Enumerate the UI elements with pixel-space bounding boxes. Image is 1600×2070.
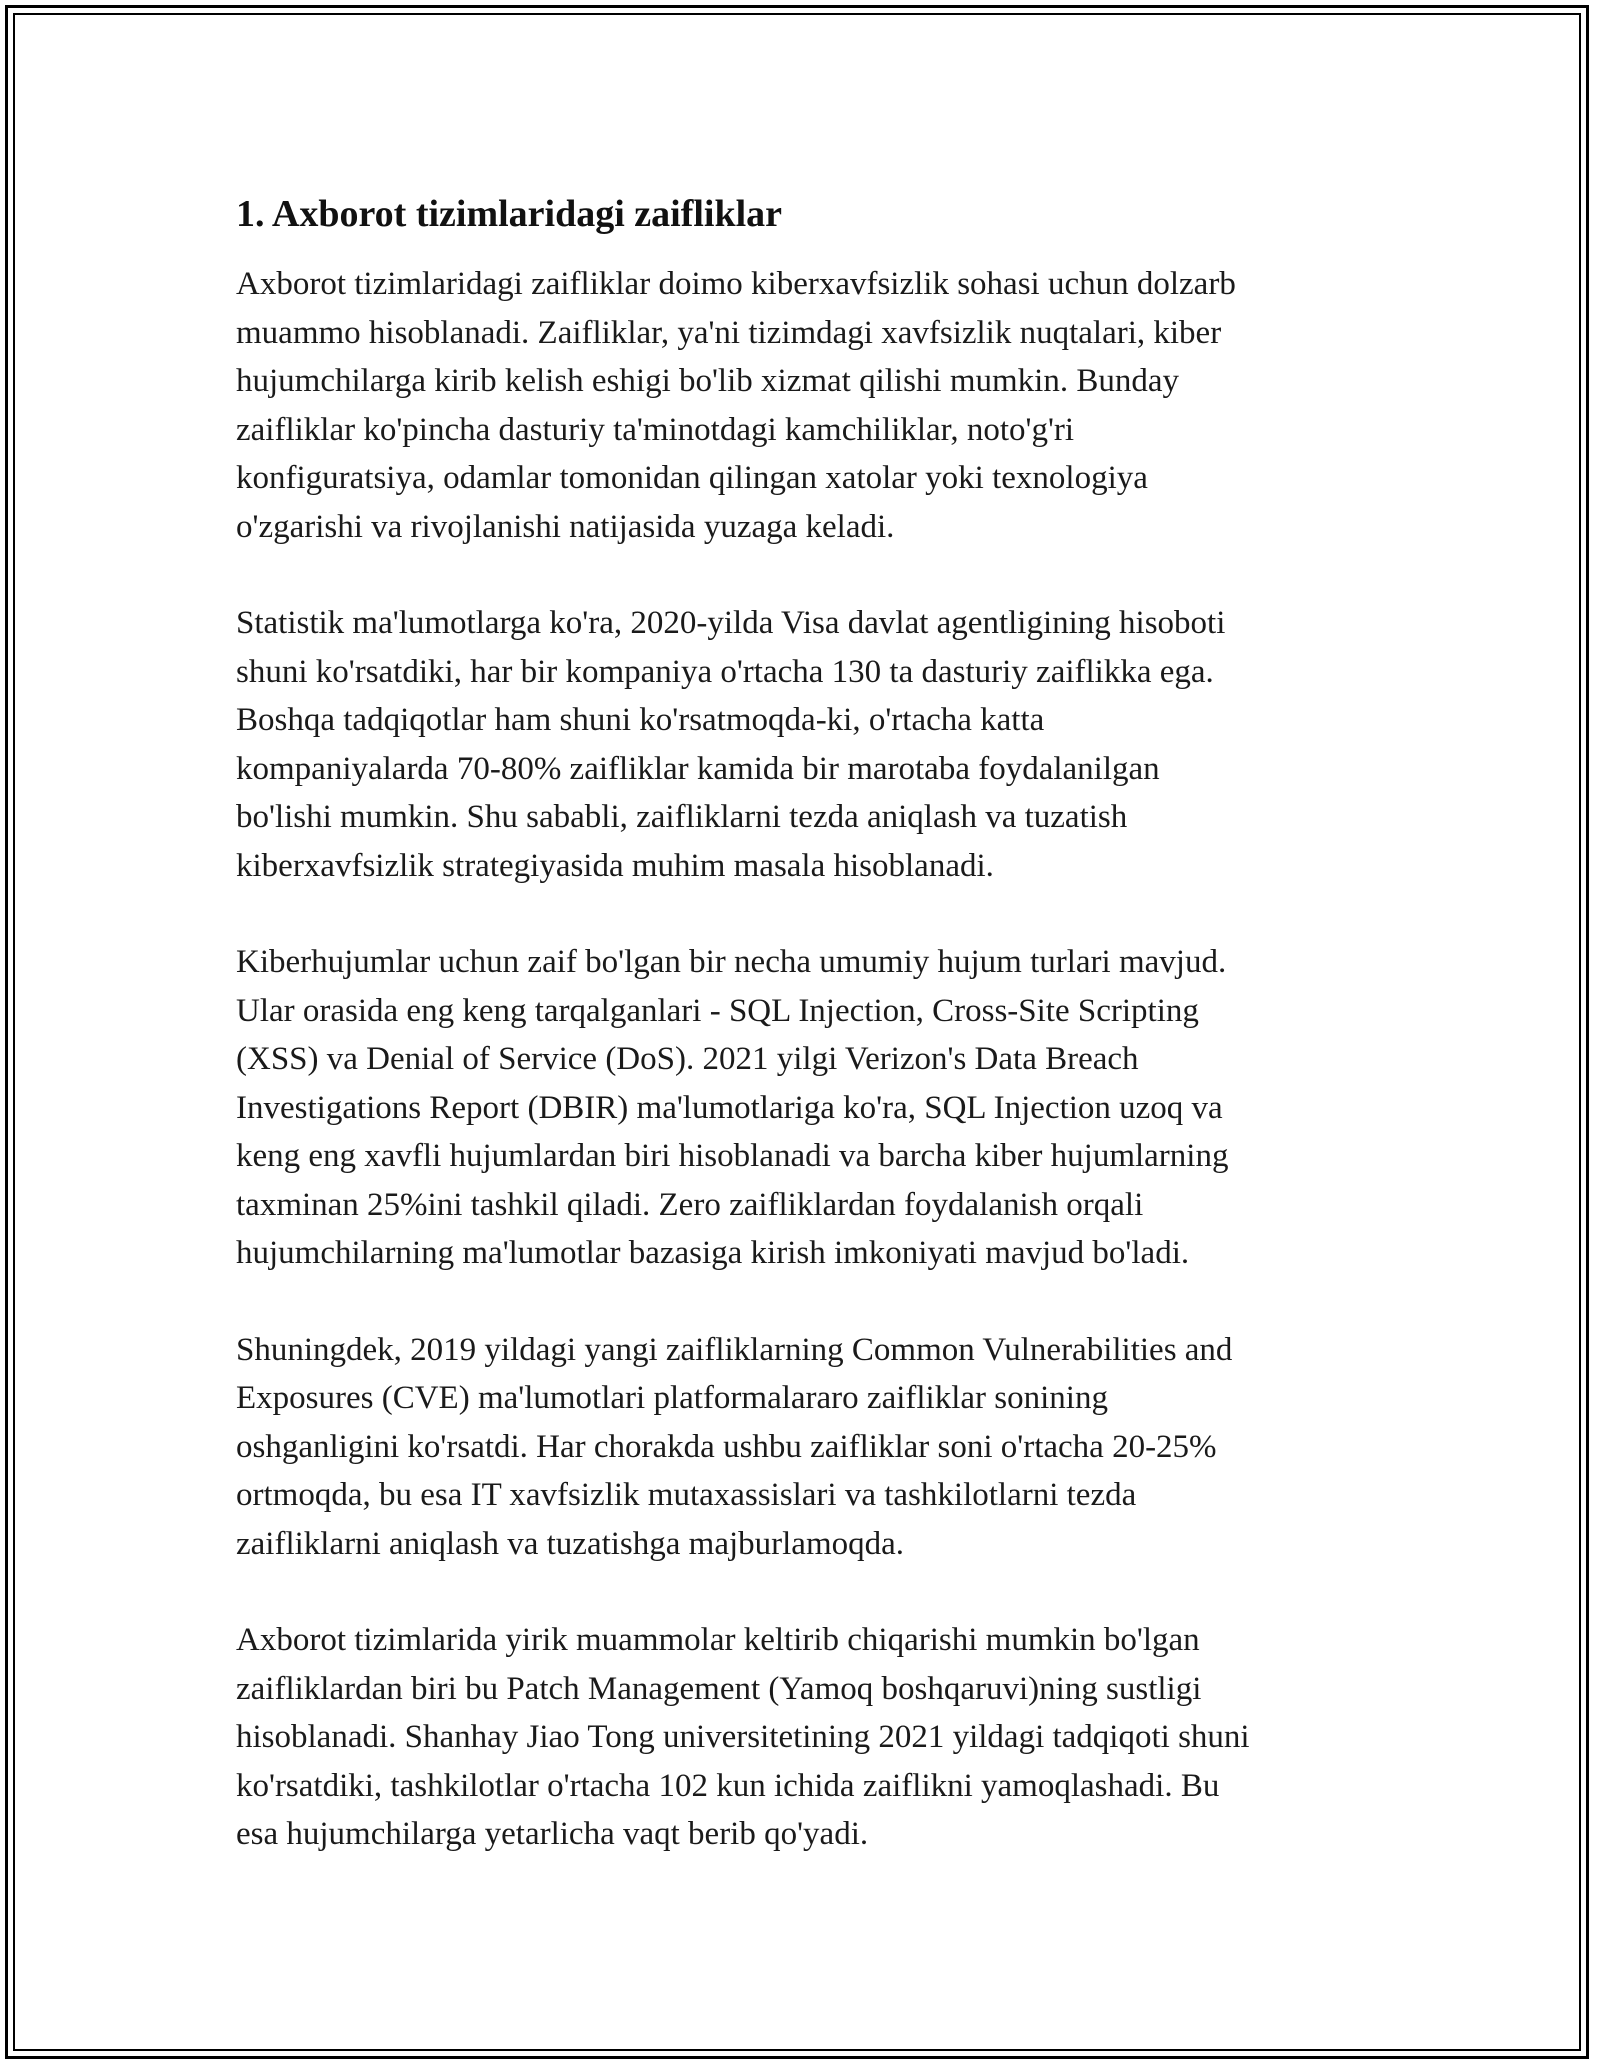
paragraph-2: Statistik ma'lumotlarga ko'ra, 2020-yilda Visa davlat agentligining hisoboti shuni ko'rsatdiki, har bir kompaniya o'rtacha 130 ta dasturiy zaiflikka ega. Boshqa tadqiqotlar ham shuni ko'rsatmoqda-ki, o'rtacha katta kompaniyalarda 70-80% zaifliklar kamida bir marotaba foydalanilgan bo'lishi mumkin. Shu sababli, zaifliklarni tezda aniqlash va tuzatish kiberxavfsizlik strategiyasida muhim masala hisoblanadi. [236, 605, 1226, 884]
document-body [236, 190, 1386, 1907]
paragraph-4: Shuningdek, 2019 yildagi yangi zaifliklarning Common Vulnerabilities and Exposures (CVE) ma'lumotlari platformalararo zaifliklar sonining oshganligini ko'rsatdi. Har chorakda ushbu zaifliklar soni o'rtacha 20-25% ortmoqda, bu esa IT xavfsizlik mutaxassislari va tashkilotlarni tezda zaifliklarni aniqlash va tuzatishga majburlamoqda. [236, 1331, 1233, 1562]
paragraph-3: Kiberhujumlar uchun zaif bo'lgan bir necha umumiy hujum turlari mavjud. Ular orasida eng keng tarqalganlari - SQL Injection, Cross-Site Scripting (XSS) va Denial of Service (DoS). 2021 yilgi Verizon's Data Breach Investigations Report (DBIR) ma'lumotlariga ko'ra, SQL Injection uzoq va keng eng xavfli hujumlardan biri hisoblanadi va barcha kiber hujumlarning taxminan 25%ini tashkil qiladi. Zero zaifliklardan foydalanish orqali hujumchilarning ma'lumotlar bazasiga kirish imkoniyati mavjud bo'ladi. [236, 944, 1229, 1271]
paragraph-5: Axborot tizimlarida yirik muammolar keltirib chiqarishi mumkin bo'lgan zaifliklardan biri bu Patch Management (Yamoq boshqaruvi)ning sustligi hisoblanadi. Shanhay Jiao Tong universitetining 2021 yildagi tadqiqoti shuni ko'rsatdiki, tashkilotlar o'rtacha 102 kun ichida zaiflikni yamoqlashadi. Bu esa hujumchilarga yetarlicha vaqt berib qo'yadi. [236, 1622, 1250, 1852]
paragraph-1: Axborot tizimlaridagi zaifliklar doimo kiberxavfsizlik sohasi uchun dolzarb muammo hisoblanadi. Zaifliklar, ya'ni tizimdagi xavfsizlik nuqtalari, kiber hujumchilarga kirib kelish eshigi bo'lib xizmat qilishi mumkin. Bunday zaifliklar ko'pincha dasturiy ta'minotdagi kamchiliklar, noto'g'ri konfiguratsiya, odamlar tomonidan qilingan xatolar yoki texnologiya o'zgarishi va rivojlanishi natijasida yuzaga keladi. [236, 266, 1236, 545]
page-title: 1. Axborot tizimlaridagi zaifliklar [236, 193, 783, 235]
